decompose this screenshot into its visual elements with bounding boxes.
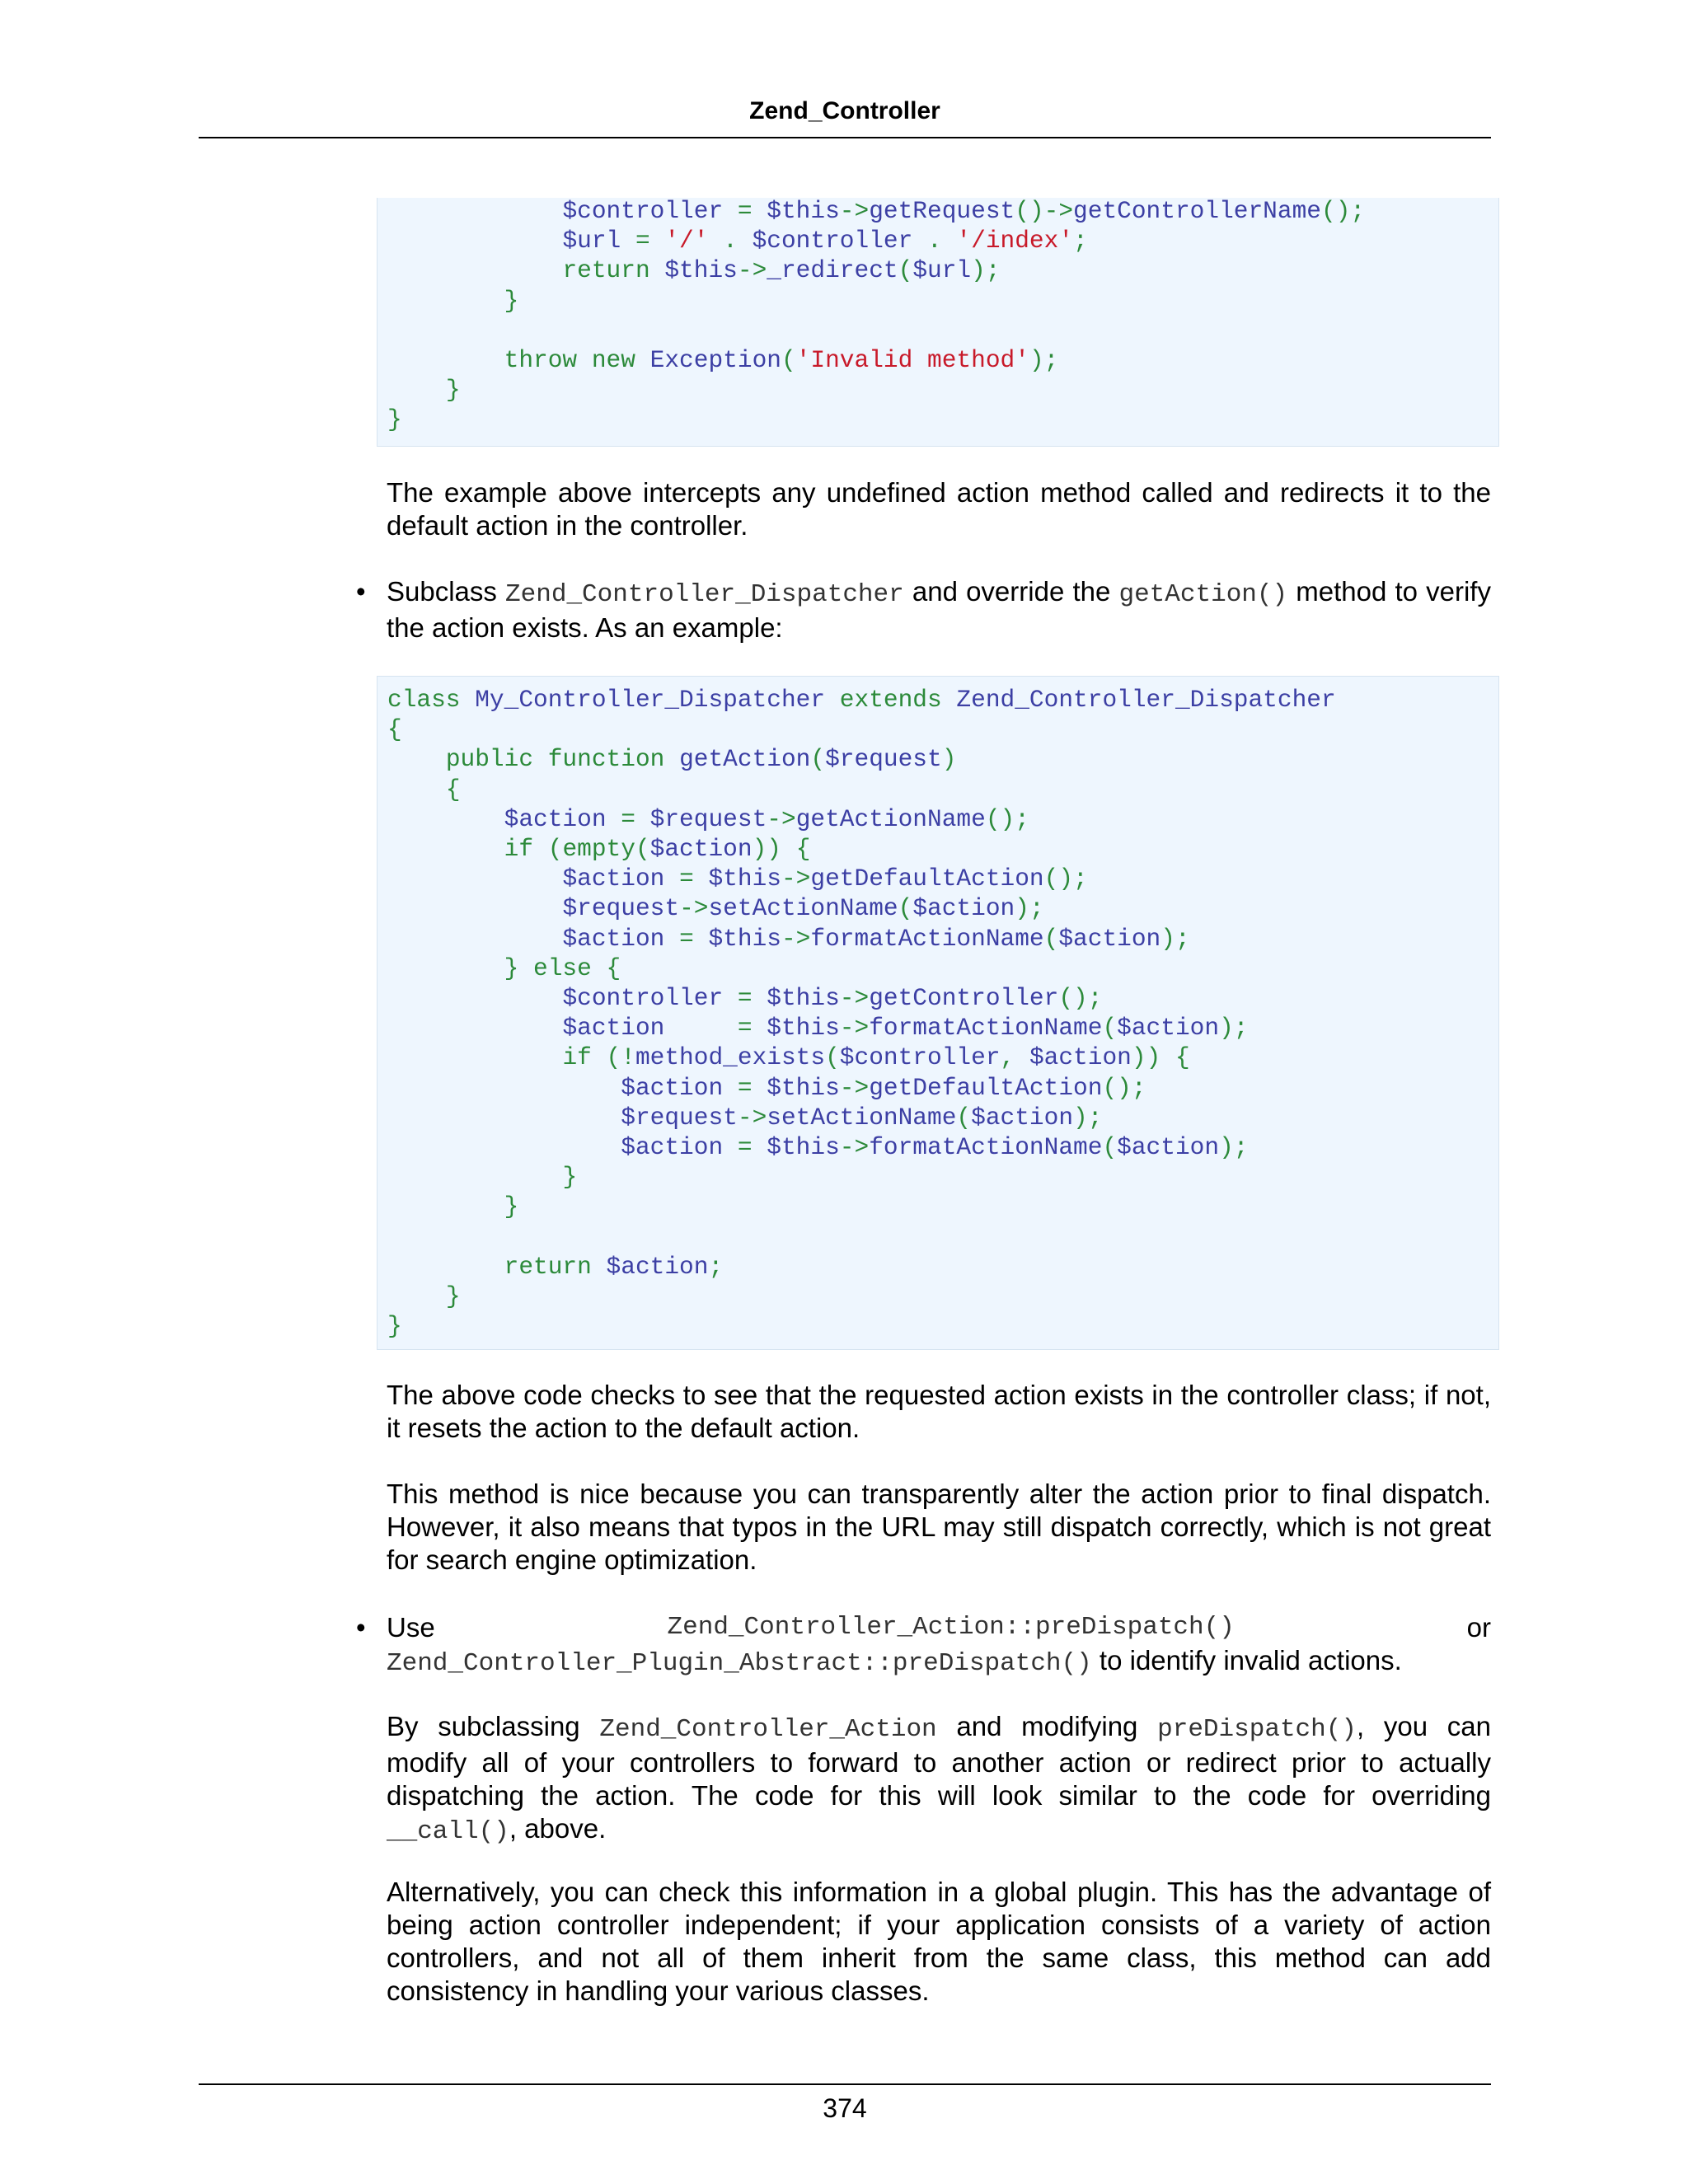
paragraph-nice-method: This method is nice because you can transparently alter the action prior to final dispatch. However, it also means that typos in the URL may still dispatch correctly, which is not great for search engine optimization. [387,1479,1491,1575]
page-number: 374 [823,2093,867,2123]
bullet2-text-2: or [1466,1612,1491,1643]
bullet1-code-2: getAction() [1118,580,1288,609]
para5-code-3: __call() [387,1817,509,1846]
bullet-marker: • [356,1612,366,1643]
paragraph-intercept: The example above intercepts any undefined action method called and redirects it to the default action in the controller. [387,477,1491,541]
para5-code-1: Zend_Controller_Action [599,1715,937,1744]
bullet1-text-1: Subclass [387,576,506,607]
para5-text-3: , you can modify all of your controllers to forward to another action or redirect prior to actually dispatching the action. The code for this will look similar to the code for overriding [387,1711,1491,1811]
footer-rule [199,2083,1491,2085]
bullet1-text-3: method to verify the action exists. As an example: [387,576,1491,643]
para5-text-2: and modifying [936,1711,1158,1741]
para5-text-4: , above. [509,1813,607,1844]
paragraph-global-plugin: Alternatively, you can check this information in a global plugin. This has the advantage of being action controller independent; if your application consists of a variety of action controllers, and not all of them inherit from the same class, this method can add consistency in handling your various classes. [387,1877,1491,2006]
para5-text-1: By subclassing [387,1711,600,1741]
code-block-1 [377,198,1499,447]
bullet2-text-1: Use [387,1612,435,1643]
bullet2-code-2: Zend_Controller_Plugin_Abstract::preDispatch() [387,1649,1092,1678]
para5-code-2: preDispatch() [1157,1715,1357,1744]
header-rule [199,137,1491,138]
paragraph-subclassing [387,1710,1491,1849]
page-header-title: Zend_Controller [749,97,940,124]
bullet2-line-2 [387,1644,1491,1680]
bullet1-text-2: and override the [903,576,1119,607]
code-listing-1: $controller = $this->getRequest()->getControllerName(); $url = '/' . $controller . '/index'; return $this->_redirect($url); } throw new Exception('Invalid method'); } } [387,197,1366,434]
bullet-predispatch [387,1611,1491,1680]
bullet1-code-1: Zend_Controller_Dispatcher [505,580,904,609]
paragraph-checks: The above code checks to see that the requested action exists in the controller class; if not, it resets the action to the default action. [387,1380,1491,1443]
bullet-marker: • [356,576,366,607]
code-block-2 [377,676,1499,1350]
bullet2-text-3: to identify invalid actions. [1091,1645,1402,1675]
bullet-subclass-dispatcher [387,575,1491,644]
code-listing-2: class My_Controller_Dispatcher extends Zend_Controller_Dispatcher { public function getAction($request) { $action = $request->getActionName(); if (empty($action)) { $action = $this->getDefaultAction(); $request->setActionName($action); $action = $this->formatActionName($action); } else { $controller = $this->getController(); $action = $this->formatActionName($action); if (!method_exists($controller, $action)) { $action = $this->getDefaultAction(); $request->setActionName($action); $action = $this->formatActionName($action); } } return $action; } } [387,686,1336,1341]
bullet2-line-1 [387,1611,1491,1644]
bullet2-code-1: Zend_Controller_Action::preDispatch() [667,1613,1235,1642]
